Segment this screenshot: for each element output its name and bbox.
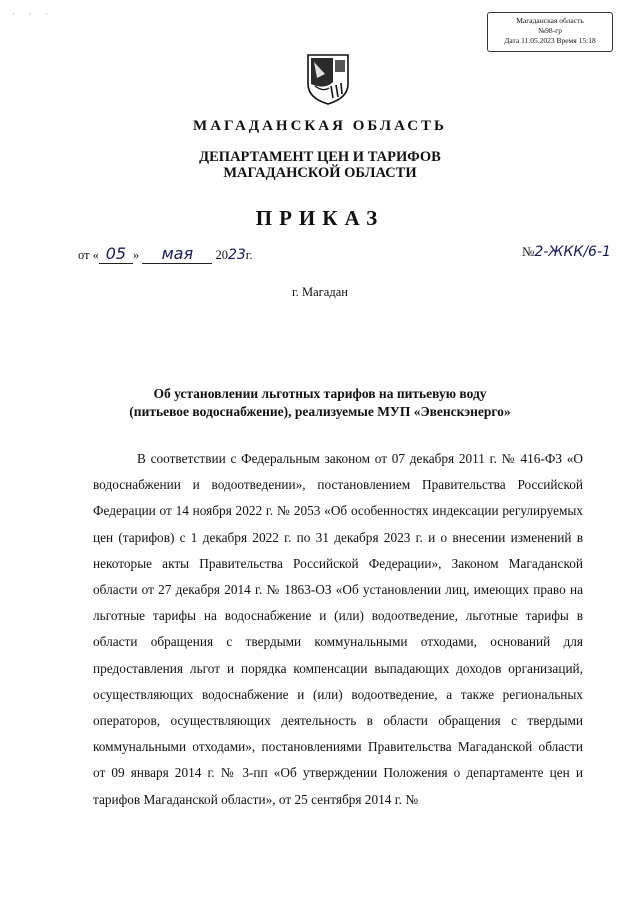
registration-stamp: [487, 12, 613, 52]
stamp-line-region: Магаданская область: [516, 16, 584, 25]
order-subject: [0, 385, 640, 421]
department-line-2: МАГАДАНСКОЙ ОБЛАСТИ: [223, 165, 417, 181]
date-year-suffix: 23: [227, 247, 246, 263]
date-month: мая: [142, 244, 212, 264]
department-title: [0, 149, 640, 181]
city: г. Магадан: [292, 285, 348, 299]
department-line-1: ДЕПАРТАМЕНТ ЦЕН И ТАРИФОВ: [199, 149, 441, 165]
coat-of-arms-icon: [305, 52, 351, 106]
date-day: 05: [99, 244, 133, 264]
region-title: МАГАДАНСКАЯ ОБЛАСТЬ: [193, 118, 447, 134]
document-type: ПРИКАЗ: [255, 206, 385, 230]
date-prefix: от «: [78, 248, 99, 262]
subject-line-2: (питьевое водоснабжение), реализуемые МУП «Эвенскэнерго»: [129, 404, 511, 419]
order-number-prefix: №: [522, 244, 535, 259]
date-suffix: г.: [245, 248, 253, 262]
subject-line-1: Об установлении льготных тарифов на питьевую воду: [153, 386, 487, 401]
body-paragraph: В соответствии с Федеральным законом от 07 декабря 2011 г. № 416-ФЗ «О водоснабжении и водоотведении», постановлением Правительства Российской Федерации от 14 ноября 2022 г. № 2053 «Об особенностях индексации регулируемых цен (тарифов) с 1 декабря 2022 г. по 31 декабря 2023 г. и о внесении изменений в некоторые акты Правительства Российской Федерации», Законом Магаданской области от 27 декабря 2014 г. № 1863-ОЗ «Об установлении лиц, имеющих право на льготные тарифы на водоснабжение и (или) водоотведение, льготные тарифы в области обращения с твердыми коммунальными отходами, оснований для предоставления льгот и порядка компенсации выпадающих доходов организаций, осуществляющих водоснабжение и (или) водоотведение, а также региональных операторов, осуществляющих деятельность в области обращения с твердыми коммунальными отходами», постановлениями Правительства Магаданской области от 09 января 2014 г. № 3-пп «Об утверждении Положения о департаменте цен и тарифов Магаданской области», от 25 сентября 2014 г. №: [93, 451, 583, 807]
date-mid: »: [132, 248, 140, 262]
stamp-line-number: №98-гр: [538, 26, 562, 35]
order-number-value: 2-ЖКК/6-1: [534, 244, 611, 260]
date-line: [78, 244, 253, 264]
scan-marks: · · ·: [12, 10, 54, 19]
order-body: [93, 446, 583, 813]
order-number: [522, 244, 611, 260]
stamp-line-date: Дата 11.05.2023 Время 15:18: [504, 36, 596, 45]
date-year-prefix: 20: [215, 248, 228, 262]
